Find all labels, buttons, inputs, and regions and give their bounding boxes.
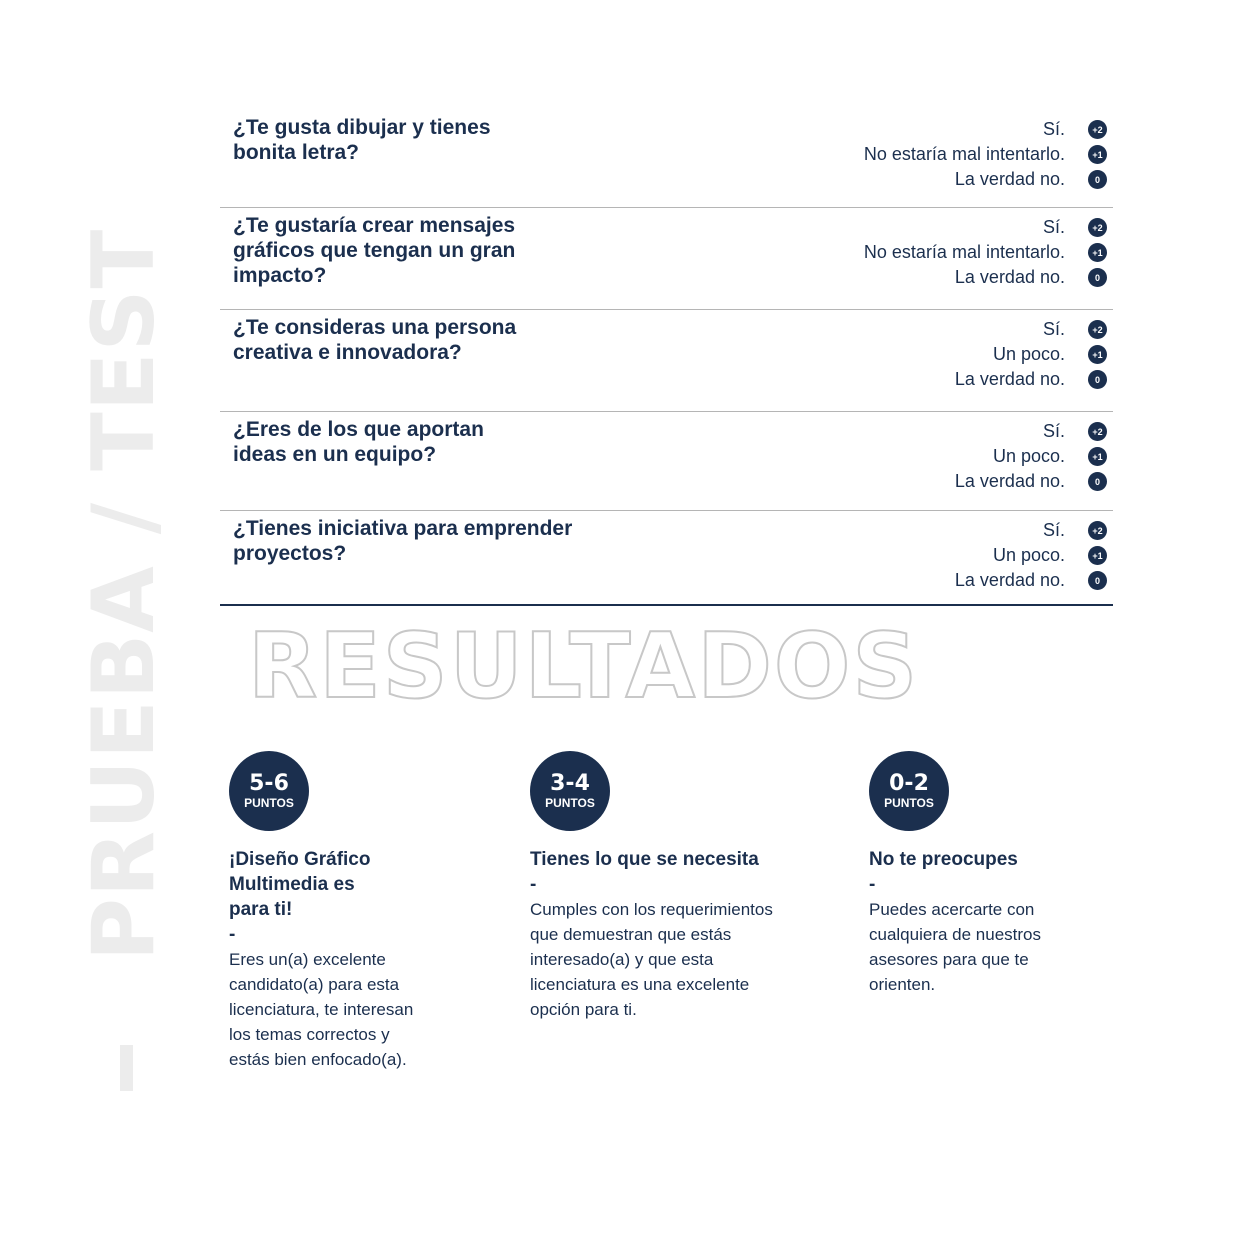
answer-options bbox=[864, 117, 1113, 192]
answer-label: Sí. bbox=[1042, 217, 1065, 237]
answer-label: La verdad no. bbox=[954, 267, 1065, 287]
question-row bbox=[220, 110, 1113, 208]
question-text bbox=[233, 417, 484, 467]
question-text-line: ¿Te gusta dibujar y tienes bbox=[233, 116, 491, 139]
result-dash: - bbox=[869, 874, 876, 895]
result-description-line: opción para ti. bbox=[530, 1000, 637, 1019]
points-range: 3-4 bbox=[550, 771, 590, 796]
result-description-line: interesado(a) y que esta bbox=[530, 950, 714, 969]
result-description bbox=[229, 947, 413, 1072]
points-badge: 0 bbox=[1088, 268, 1107, 287]
question-text-line: ¿Te gustaría crear mensajes bbox=[233, 214, 516, 237]
results-title: RESULTADOS bbox=[248, 614, 920, 719]
answer-option[interactable] bbox=[955, 342, 1113, 367]
result-description-line: orienten. bbox=[869, 975, 936, 994]
question-text bbox=[233, 516, 572, 566]
question-text-line: creativa e innovadora? bbox=[233, 341, 462, 364]
points-badge: +2 bbox=[1088, 521, 1107, 540]
answer-option[interactable] bbox=[955, 568, 1113, 593]
answer-option[interactable] bbox=[864, 142, 1113, 167]
answer-label: La verdad no. bbox=[954, 570, 1065, 590]
result-heading bbox=[530, 847, 773, 872]
points-badge: 0 bbox=[1088, 170, 1107, 189]
points-circle bbox=[869, 751, 949, 831]
answer-label: Un poco. bbox=[992, 545, 1065, 565]
answer-label: La verdad no. bbox=[954, 169, 1065, 189]
result-heading-line: ¡Diseño Gráfico bbox=[229, 849, 371, 870]
side-title-dash bbox=[120, 1045, 133, 1091]
answer-option[interactable] bbox=[864, 117, 1113, 142]
result-column bbox=[229, 751, 413, 1072]
result-dash: - bbox=[530, 874, 537, 895]
points-badge: +2 bbox=[1088, 320, 1107, 339]
points-range: 0-2 bbox=[889, 771, 929, 796]
answer-label: La verdad no. bbox=[954, 369, 1065, 389]
question-text-line: ¿Te consideras una persona bbox=[233, 316, 517, 339]
points-range: 5-6 bbox=[249, 771, 289, 796]
points-circle bbox=[229, 751, 309, 831]
points-circle bbox=[530, 751, 610, 831]
points-badge: 0 bbox=[1088, 472, 1107, 491]
question-text bbox=[233, 213, 515, 288]
points-badge: +2 bbox=[1088, 218, 1107, 237]
result-heading-line: No te preocupes bbox=[869, 849, 1018, 870]
answer-option[interactable] bbox=[955, 367, 1113, 392]
result-column bbox=[869, 751, 1041, 997]
answer-label: No estaría mal intentarlo. bbox=[863, 242, 1065, 262]
question-text-line: ¿Eres de los que aportan bbox=[233, 418, 484, 441]
result-heading bbox=[229, 847, 413, 922]
question-list bbox=[220, 110, 1113, 605]
answer-option[interactable] bbox=[955, 543, 1113, 568]
side-title: PRUEBA / TEST bbox=[74, 228, 174, 962]
question-row bbox=[220, 511, 1113, 605]
answer-option[interactable] bbox=[955, 317, 1113, 342]
answer-label: Sí. bbox=[1042, 319, 1065, 339]
question-text-line: ideas en un equipo? bbox=[233, 443, 437, 466]
result-description-line: candidato(a) para esta bbox=[229, 975, 400, 994]
question-row bbox=[220, 208, 1113, 310]
result-description-line: que demuestran que estás bbox=[530, 925, 732, 944]
answer-option[interactable] bbox=[864, 240, 1113, 265]
result-description-line: Eres un(a) excelente bbox=[229, 950, 386, 969]
answer-label: Un poco. bbox=[992, 344, 1065, 364]
question-text bbox=[233, 315, 516, 365]
answer-label: Sí. bbox=[1042, 119, 1065, 139]
points-unit: PUNTOS bbox=[545, 796, 595, 810]
question-text-line: gráficos que tengan un gran bbox=[233, 239, 516, 262]
question-row bbox=[220, 310, 1113, 412]
question-row bbox=[220, 412, 1113, 511]
answer-option[interactable] bbox=[955, 419, 1113, 444]
result-description-line: asesores para que te bbox=[869, 950, 1029, 969]
answer-option[interactable] bbox=[955, 444, 1113, 469]
points-badge: +1 bbox=[1088, 145, 1107, 164]
result-description bbox=[530, 897, 773, 1022]
answer-option[interactable] bbox=[864, 215, 1113, 240]
result-description bbox=[869, 897, 1041, 997]
answer-options bbox=[955, 419, 1113, 494]
result-heading bbox=[869, 847, 1041, 872]
question-text-line: impacto? bbox=[233, 264, 327, 287]
result-description-line: Cumples con los requerimientos bbox=[530, 900, 773, 919]
result-description-line: cualquiera de nuestros bbox=[869, 925, 1042, 944]
result-heading-line: Multimedia es bbox=[229, 874, 355, 895]
answer-option[interactable] bbox=[864, 265, 1113, 290]
answer-label: Sí. bbox=[1042, 421, 1065, 441]
points-badge: +2 bbox=[1088, 120, 1107, 139]
result-description-line: licenciatura es una excelente bbox=[530, 975, 750, 994]
result-description-line: Puedes acercarte con bbox=[869, 900, 1035, 919]
question-text-line: proyectos? bbox=[233, 542, 347, 565]
result-description-line: estás bien enfocado(a). bbox=[229, 1050, 407, 1069]
answer-option[interactable] bbox=[955, 469, 1113, 494]
answer-label: Sí. bbox=[1042, 520, 1065, 540]
points-badge: 0 bbox=[1088, 370, 1107, 389]
answer-label: Un poco. bbox=[992, 446, 1065, 466]
question-text-line: ¿Tienes iniciativa para emprender bbox=[233, 517, 573, 540]
points-badge: +2 bbox=[1088, 422, 1107, 441]
result-heading-line: para ti! bbox=[229, 899, 293, 920]
answer-option[interactable] bbox=[864, 167, 1113, 192]
answer-option[interactable] bbox=[955, 518, 1113, 543]
answer-options bbox=[955, 317, 1113, 392]
question-text bbox=[233, 115, 491, 165]
points-unit: PUNTOS bbox=[244, 796, 294, 810]
points-badge: +1 bbox=[1088, 243, 1107, 262]
result-description-line: los temas correctos y bbox=[229, 1025, 390, 1044]
question-text-line: bonita letra? bbox=[233, 141, 360, 164]
result-description-line: licenciatura, te interesan bbox=[229, 1000, 414, 1019]
points-badge: +1 bbox=[1088, 447, 1107, 466]
points-badge: +1 bbox=[1088, 345, 1107, 364]
answer-label: No estaría mal intentarlo. bbox=[863, 144, 1065, 164]
answer-options bbox=[955, 518, 1113, 593]
answer-options bbox=[864, 215, 1113, 290]
answer-label: La verdad no. bbox=[954, 471, 1065, 491]
points-badge: +1 bbox=[1088, 546, 1107, 565]
section-divider bbox=[220, 604, 1113, 606]
result-heading-line: Tienes lo que se necesita bbox=[530, 849, 759, 870]
points-unit: PUNTOS bbox=[884, 796, 934, 810]
result-column bbox=[530, 751, 773, 1022]
result-dash: - bbox=[229, 924, 236, 945]
points-badge: 0 bbox=[1088, 571, 1107, 590]
